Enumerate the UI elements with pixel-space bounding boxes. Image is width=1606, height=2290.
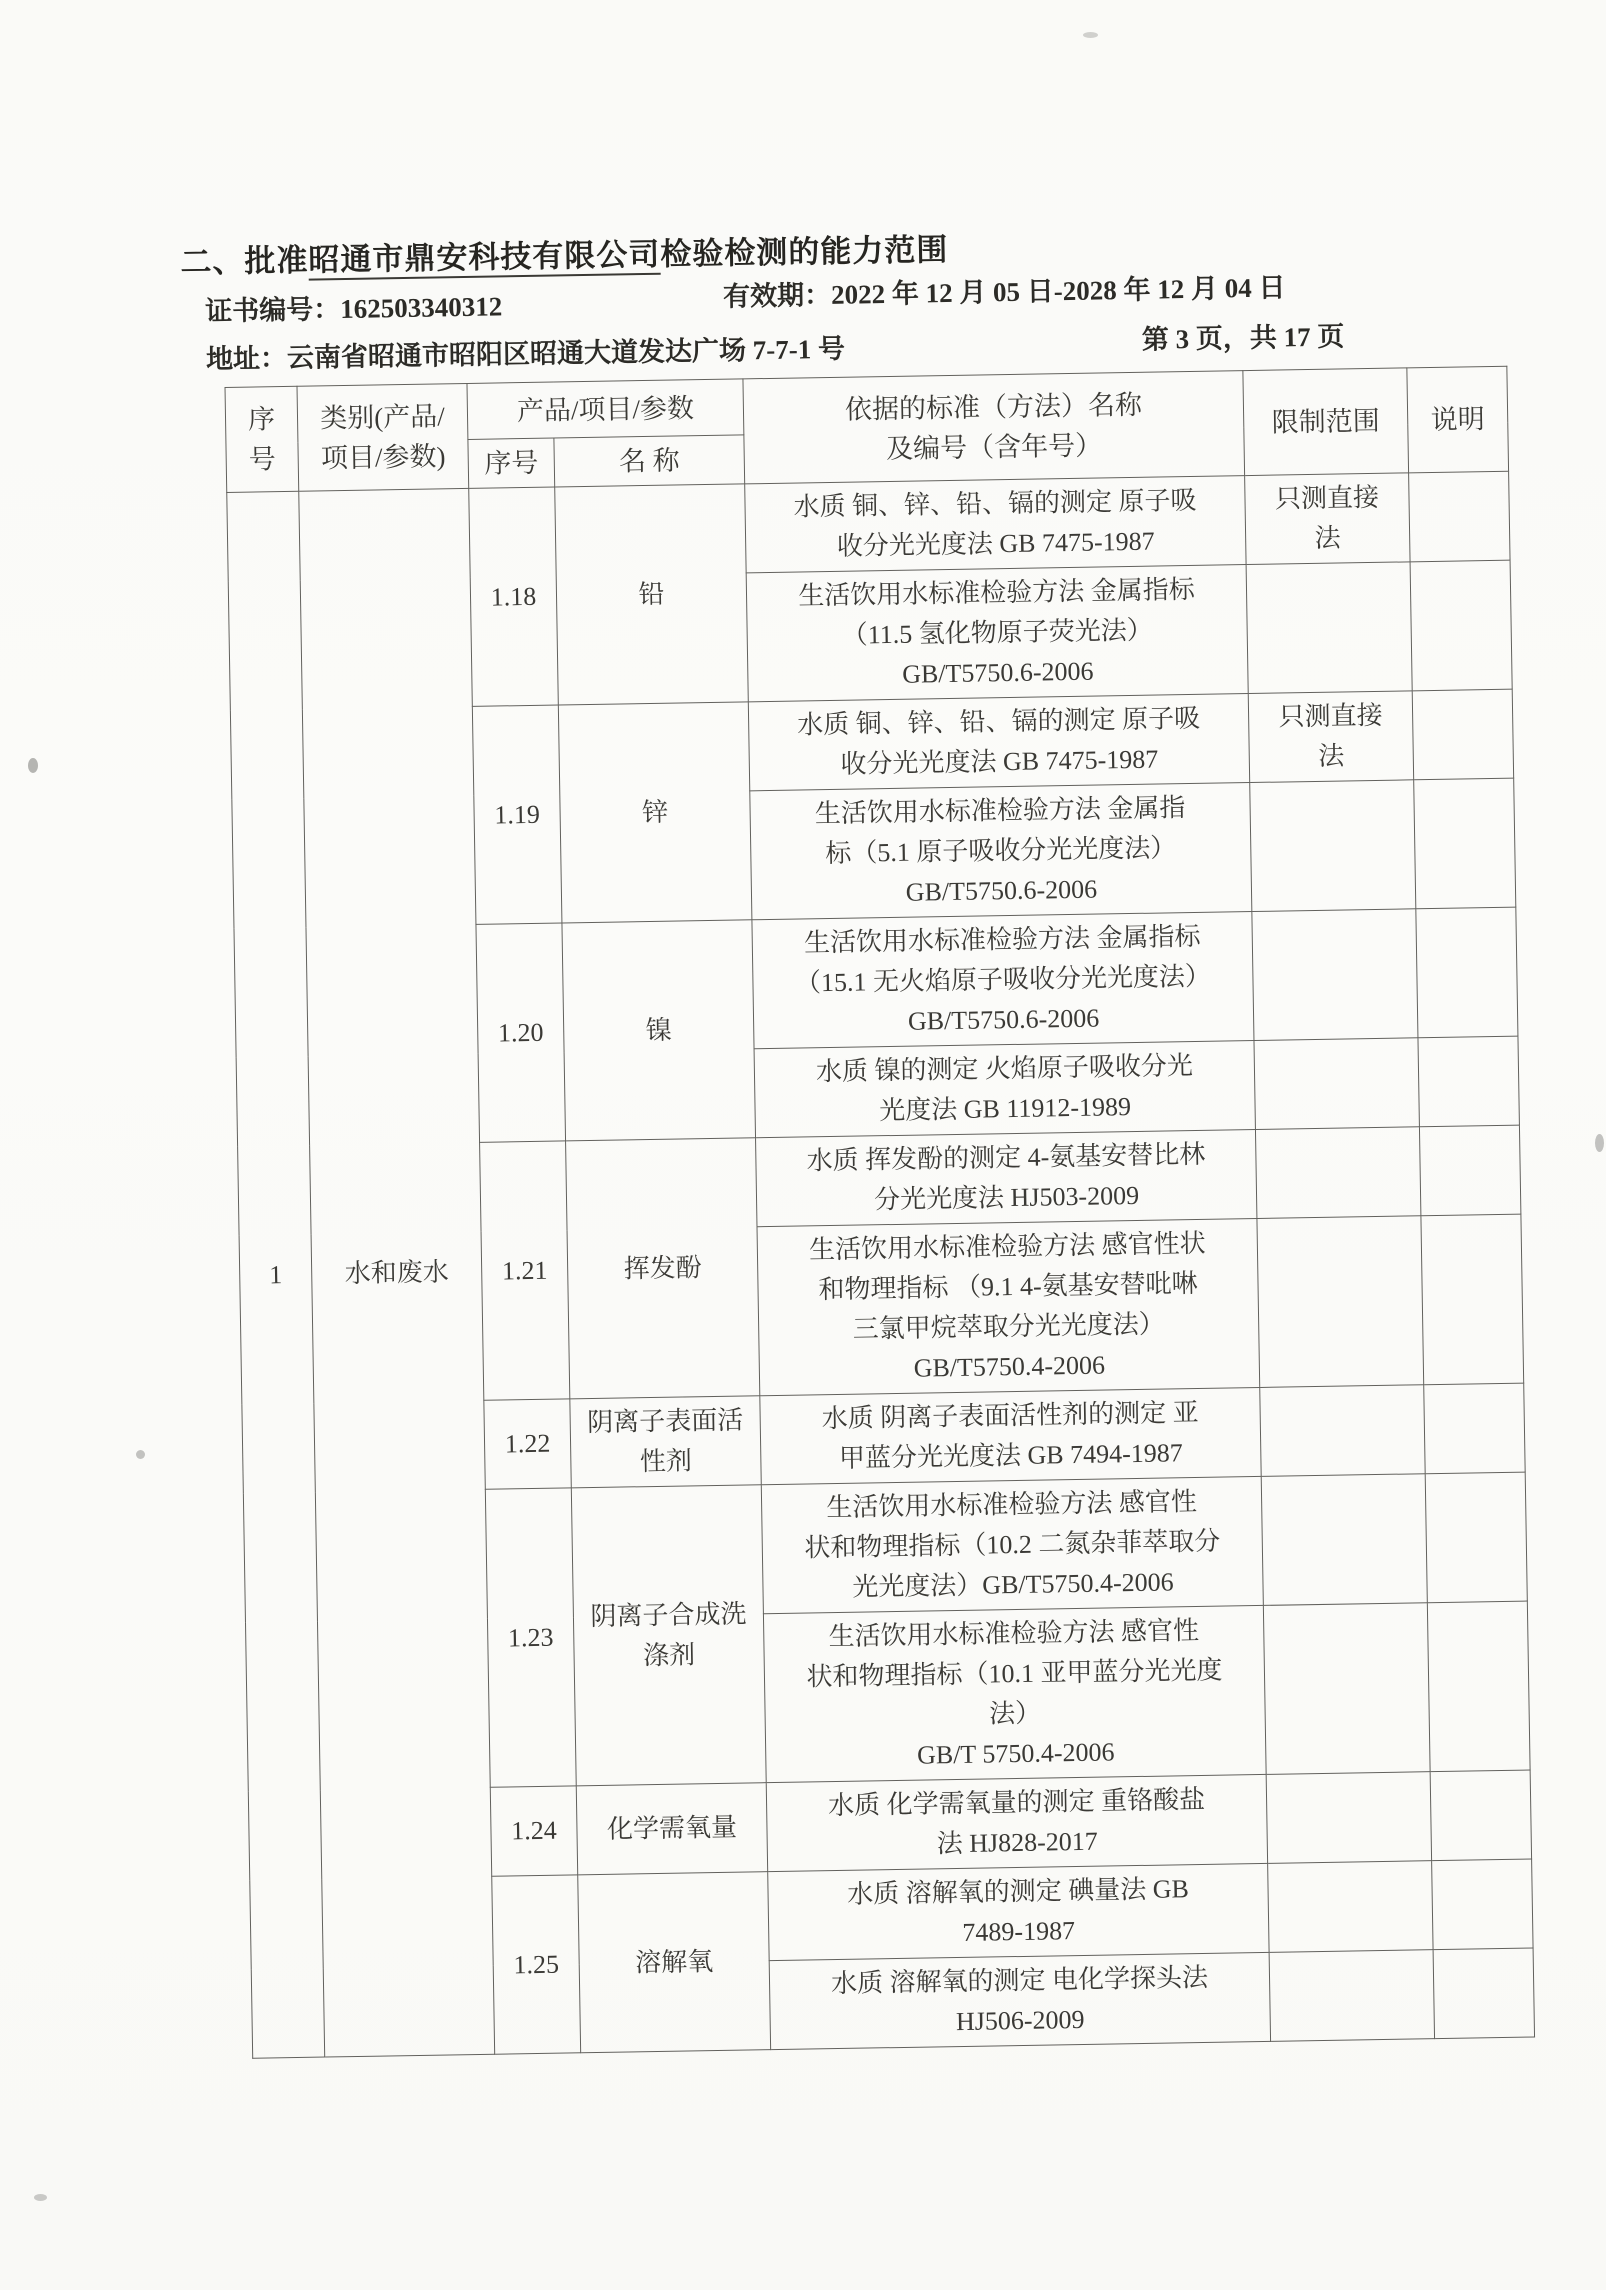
scan-speck <box>28 758 38 773</box>
category-seq-cell: 1 <box>227 491 325 2058</box>
note-cell <box>1425 1472 1527 1603</box>
limit-cell: 只测直接 法 <box>1248 691 1413 783</box>
validity-period: 有效期：2022 年 12 月 05 日-2028 年 12 月 04 日 <box>722 272 1286 312</box>
header-sub-seq: 序号 <box>468 438 555 488</box>
item-seq-cell: 1.20 <box>476 923 566 1142</box>
note-cell <box>1424 1383 1525 1474</box>
item-seq-cell: 1.24 <box>490 1786 577 1876</box>
limit-cell <box>1269 1950 1434 2042</box>
limit-cell <box>1266 1772 1431 1864</box>
standard-cell: 水质 化学需氧量的测定 重铬酸盐 法 HJ828-2017 <box>766 1774 1267 1871</box>
capability-table <box>225 366 1536 2059</box>
header-limit: 限制范围 <box>1243 368 1409 476</box>
standard-cell: 水质 挥发酚的测定 4-氨基安替比林 分光光度法 HJ503-2009 <box>756 1129 1257 1226</box>
note-cell <box>1421 1214 1524 1385</box>
item-name-cell: 挥发酚 <box>566 1138 760 1399</box>
item-name-cell: 铅 <box>555 484 749 705</box>
title-prefix: 二、批准 <box>180 242 309 280</box>
page-indicator: 第 3 页，共 17 页 <box>1141 321 1345 355</box>
header-seq: 序 号 <box>225 386 299 492</box>
standard-cell: 水质 镍的测定 火焰原子吸收分光 光度法 GB 11912-1989 <box>754 1041 1255 1138</box>
item-seq-cell: 1.19 <box>472 705 562 924</box>
limit-cell <box>1257 1216 1424 1388</box>
standard-cell: 生活饮用水标准检验方法 金属指标 （11.5 氢化物原子荧光法） GB/T5750.6-2006 <box>746 565 1248 702</box>
note-cell <box>1414 778 1516 909</box>
item-name-cell: 镍 <box>562 920 756 1141</box>
certificate-number: 证书编号：162503340312 <box>204 291 503 327</box>
limit-cell <box>1254 1038 1419 1130</box>
standard-cell: 水质 阴离子表面活性剂的测定 亚 甲蓝分光光度法 GB 7494-1987 <box>760 1387 1261 1484</box>
item-seq-cell: 1.18 <box>469 487 559 706</box>
limit-cell <box>1261 1474 1427 1606</box>
scan-speck <box>34 2194 47 2201</box>
category-name-cell: 水和废水 <box>299 488 495 2057</box>
standard-cell: 生活饮用水标准检验方法 金属指标 （15.1 无火焰原子吸收分光光度法） GB/T5750.6-2006 <box>752 912 1254 1049</box>
standard-cell: 生活饮用水标准检验方法 感官性 状和物理指标（10.2 二氮杂菲萃取分 光光度法）GB/T5750.4-2006 <box>761 1476 1263 1613</box>
standard-cell: 水质 铜、锌、铅、镉的测定 原子吸 收分光光度法 GB 7475-1987 <box>745 476 1246 573</box>
item-name-cell: 化学需氧量 <box>576 1783 767 1875</box>
scan-speck <box>136 1450 145 1459</box>
limit-cell <box>1250 780 1416 912</box>
header-product-group: 产品/项目/参数 <box>467 379 744 440</box>
header-sub-name: 名 称 <box>554 435 745 487</box>
item-name-cell: 溶解氧 <box>578 1872 771 2053</box>
standard-cell: 水质 溶解氧的测定 碘量法 GB 7489-1987 <box>768 1863 1269 1960</box>
item-seq-cell: 1.23 <box>485 1488 576 1787</box>
note-cell <box>1410 560 1512 691</box>
header-category: 类别(产品/ 项目/参数) <box>297 383 469 491</box>
scan-speck <box>1083 32 1098 38</box>
item-name-cell: 阴离子表面活性剂 <box>570 1396 761 1488</box>
title-suffix: 检验检测的能力范围 <box>660 231 949 272</box>
address-text: 地址：云南省昭通市昭阳区昭通大道发达广场 7-7-1 号 <box>205 333 846 375</box>
note-cell <box>1409 471 1510 562</box>
limit-cell <box>1263 1603 1430 1775</box>
item-seq-cell: 1.21 <box>480 1141 570 1400</box>
standard-cell: 水质 铜、锌、铅、镉的测定 原子吸 收分光光度法 GB 7475-1987 <box>748 694 1249 791</box>
note-cell <box>1430 1770 1531 1861</box>
standard-cell: 水质 溶解氧的测定 电化学探头法 HJ506-2009 <box>769 1952 1270 2049</box>
limit-cell <box>1255 1127 1420 1219</box>
scan-speck <box>1595 1134 1604 1152</box>
limit-cell <box>1246 562 1412 694</box>
header-note: 说明 <box>1407 366 1509 473</box>
note-cell <box>1412 689 1513 780</box>
item-seq-cell: 1.22 <box>484 1399 571 1489</box>
standard-cell: 生活饮用水标准检验方法 感官性 状和物理指标（10.1 亚甲蓝分光光度 法） GB/T 5750.4-2006 <box>763 1605 1266 1782</box>
title-company-name: 昭通市鼎安科技有限公司 <box>308 237 661 281</box>
header-standard: 依据的标准（方法）名称 及编号（含年号） <box>743 371 1245 484</box>
standard-cell: 生活饮用水标准检验方法 金属指 标（5.1 原子吸收分光光度法） GB/T5750.6-2006 <box>750 783 1252 920</box>
note-cell <box>1418 1036 1519 1127</box>
item-name-cell: 锌 <box>558 702 752 923</box>
limit-cell: 只测直接 法 <box>1245 473 1410 565</box>
limit-cell <box>1260 1385 1425 1477</box>
note-cell <box>1432 1859 1533 1950</box>
item-seq-cell: 1.25 <box>492 1875 581 2054</box>
note-cell <box>1433 1948 1534 2039</box>
note-cell <box>1416 907 1518 1038</box>
limit-cell <box>1268 1861 1433 1953</box>
note-cell <box>1419 1125 1520 1216</box>
item-name-cell: 阴离子合成洗涤剂 <box>571 1485 766 1786</box>
limit-cell <box>1252 909 1418 1041</box>
standard-cell: 生活饮用水标准检验方法 感官性状 和物理指标 （9.1 4-氨基安替吡啉 三氯甲烷萃取分光光度法） GB/T5750.4-2006 <box>757 1218 1260 1395</box>
note-cell <box>1427 1601 1530 1772</box>
document-page <box>180 215 1548 2059</box>
